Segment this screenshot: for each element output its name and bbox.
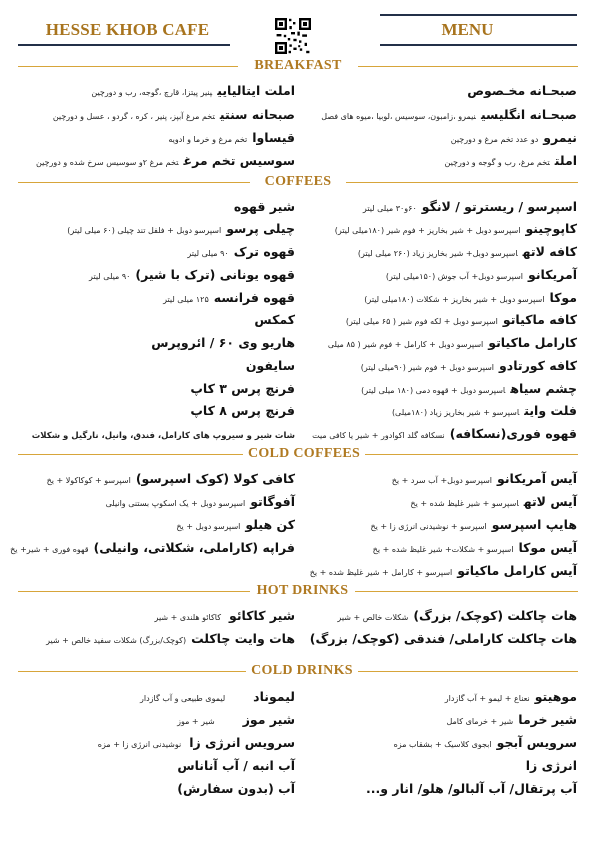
menu-item: فراپه (کاراملی، شکلاتی، وانیلی)قهوه فوری + شیر+ یخ (10, 540, 295, 555)
menu-item: سایفون (245, 358, 295, 373)
menu-item: صبحـانه انگلیسینیمرو ،زامبون، سوسیس ،لوبیا ،میوه های فصل (321, 107, 577, 122)
menu-item: صبحـانه مخـصوص (467, 83, 577, 98)
menu-item: موکااسپرسو دوبل + شیر بخاریز + شکلات (۱۸۰میلی لیتر) (364, 290, 577, 305)
menu-item: کافه لاتهاسپرسو دوبل+ شیر بخاریز زیاد (۲۶۰ میلی لیتر) (357, 244, 577, 259)
menu-title: MENU (441, 20, 494, 39)
menu-item: کارامل ماکیاتواسپرسو دوبل + کارامل + فوم شیر ( ۸۵ میلی (327, 335, 577, 350)
menu-item: قهوه ترک۹۰ میلی لیتر (187, 244, 295, 259)
cold-drinks-rule-right (358, 671, 578, 672)
breakfast-rule-left (18, 66, 238, 67)
menu-item: سرویس آبجوابجوی کلاسیک + بشقاب مزه (393, 735, 577, 750)
menu-item: قهوه فرانسه۱۲۵ میلی لیتر (163, 290, 295, 305)
menu-item: قهوه فوری(نسکافه)نسکافه گلد اکوادور + شیر یا کافی میت (312, 426, 577, 441)
menu-item: کن هیلواسپرسو دوبل + یخ (176, 517, 295, 532)
menu-item: کاپوچینواسپرسو دوبل + شیر بخاریز + فوم شیر (۱۸۰میلی لیتر) (334, 221, 577, 236)
menu-item: قهوه یونانی (ترک با شیر)۹۰ میلی لیتر (89, 267, 295, 282)
menu-item: فرنچ پرس ۳ کاپ (190, 381, 295, 396)
menu-item: کافی کولا (کوک اسپرسو)اسپرسو + کوکاکولا + یخ (46, 471, 295, 486)
menu-item: صبحانه سنتیتخم مرغ آبپز، پنیر ، کره ، گردو ، عسل و دورچین (52, 107, 295, 122)
menu-item: شیر موزشیر + موز (177, 712, 295, 727)
menu-item: کافه ماکیاتواسپرسو دوبل + لکه فوم شیر ( ۶۵ میلی لیتر) (345, 312, 577, 327)
menu-item: فرنچ پرس ۸ کاپ (190, 403, 295, 418)
menu-item: املت ایتالیاییپنیر پیتزا، قارچ ،گوجه، رب و دورچین (91, 83, 295, 98)
menu-item: انرژی زا (525, 758, 577, 773)
breakfast-title: BREAKFAST (254, 58, 342, 73)
menu-item: آب پرتقال/ آب آلبالو/ هلو/ انار و... (366, 781, 577, 796)
coffees-title: COFFEES (264, 174, 332, 189)
hot-drinks-title: HOT DRINKS (256, 583, 349, 598)
menu-item: کمکس (254, 312, 295, 327)
menu-item: شیر کاکائوکاکائو هلندی + شیر (154, 608, 295, 623)
menu-item: املتتخم مرغ، رب و گوجه و دورچین (444, 153, 577, 168)
menu-item: هات چاکلت (کوچک/ بزرگ)شکلات خالص + شیر (337, 608, 577, 623)
breakfast-rule-right (358, 66, 578, 67)
menu-item: آب (بدون سفارش) (177, 781, 295, 796)
menu-item: نیمرودو عدد تخم مرغ و دورچین (450, 130, 577, 145)
menu-item: لیمونادلیموی طبیعی و آب گازدار (140, 689, 295, 704)
cold-drinks-title: COLD DRINKS (251, 663, 353, 678)
menu-item: قیساواتخم مرغ و خرما و ادویه (168, 130, 295, 145)
qr-code-icon (275, 18, 311, 54)
cold-drinks-rule-left (18, 671, 246, 672)
coffees-rule-right (346, 182, 578, 183)
menu-item: شیر خرماشیر + خرمای کامل (446, 712, 577, 727)
menu-item: فلت وایتاسپرسو + شیر بخاریز زیاد (۱۸۰میلی) (391, 403, 577, 418)
menu-item: سرویس انرژی زانوشیدنی انرژی زا + مزه (97, 735, 295, 750)
cold-coffees-rule-right (365, 454, 578, 455)
menu-item: هات وایت چاکلت(کوچک/بزرگ) شکلات سفید خالص + شیر (46, 631, 295, 646)
menu-item: هاریو وی ۶۰ / ائروپرس (151, 335, 295, 350)
hot-drinks-rule-right (355, 591, 578, 592)
menu-note: شات شیر و سیروپ های کارامل، فندق، وانیل، نارگیل و شکلات (31, 431, 295, 441)
header-rule-right (380, 44, 577, 46)
menu-item: آیس لاتهاسپرسو + شیر غلیظ شده + یخ (410, 494, 577, 509)
menu-item: موهیتونعناع + لیمو + آب گازدار (444, 689, 577, 704)
header-top-rule-right (380, 14, 577, 16)
menu-item: آمریکانواسپرسو دوبل+ آب جوش (۱۵۰میلی لیتر) (385, 267, 577, 282)
cold-coffees-title: COLD COFFEES (247, 446, 361, 461)
hot-drinks-rule-left (18, 591, 250, 592)
cafe-name: HESSE KHOB CAFE (45, 20, 210, 39)
menu-item: آفوگاتواسپرسو دوبل + یک اسکوپ بستنی وانیلی (105, 494, 295, 509)
menu-item: هایپ اسپرسواسپرسو + نوشیدنی انرژی زا + یخ (370, 517, 577, 532)
menu-item: آیس آمریکانواسپرسو دوبل+ آب سرد + یخ (391, 471, 577, 486)
coffees-rule-left (18, 182, 250, 183)
menu-item: آیس موکااسپرسو + شکلات+ شیر غلیظ شده + یخ (372, 540, 577, 555)
menu-item: آیس کارامل ماکیاتواسپرسو + کارامل + شیر غلیظ شده + یخ (309, 563, 577, 578)
menu-item: هات چاکلت کاراملی/ فندقی (کوچک/ بزرگ) (309, 631, 577, 646)
menu-item: شیر قهوه (233, 199, 295, 214)
menu-item: کافه کورتادواسپرسو دوبل + فوم شیر (۹۰میلی لیتر) (360, 358, 577, 373)
menu-item: چشم سیاهاسپرسو دوبل + قهوه دمی (۱۸۰ میلی لیتر) (361, 381, 577, 396)
header-rule-left (18, 44, 230, 46)
cold-coffees-rule-left (18, 454, 243, 455)
menu-item: چیلی پرسواسپرسو دوبل + فلفل تند چیلی (۶۰ میلی لیتر) (67, 221, 295, 236)
menu-item: اسپرسو / ریسترتو / لانگو۶۰و۳۰ میلی لیتر (362, 199, 577, 214)
menu-item: سوسیس تخم مرغتخم مرغ ۲و سوسیس سرخ شده و دورچین (36, 153, 295, 168)
menu-item: آب انبه / آب آناناس (177, 758, 295, 773)
